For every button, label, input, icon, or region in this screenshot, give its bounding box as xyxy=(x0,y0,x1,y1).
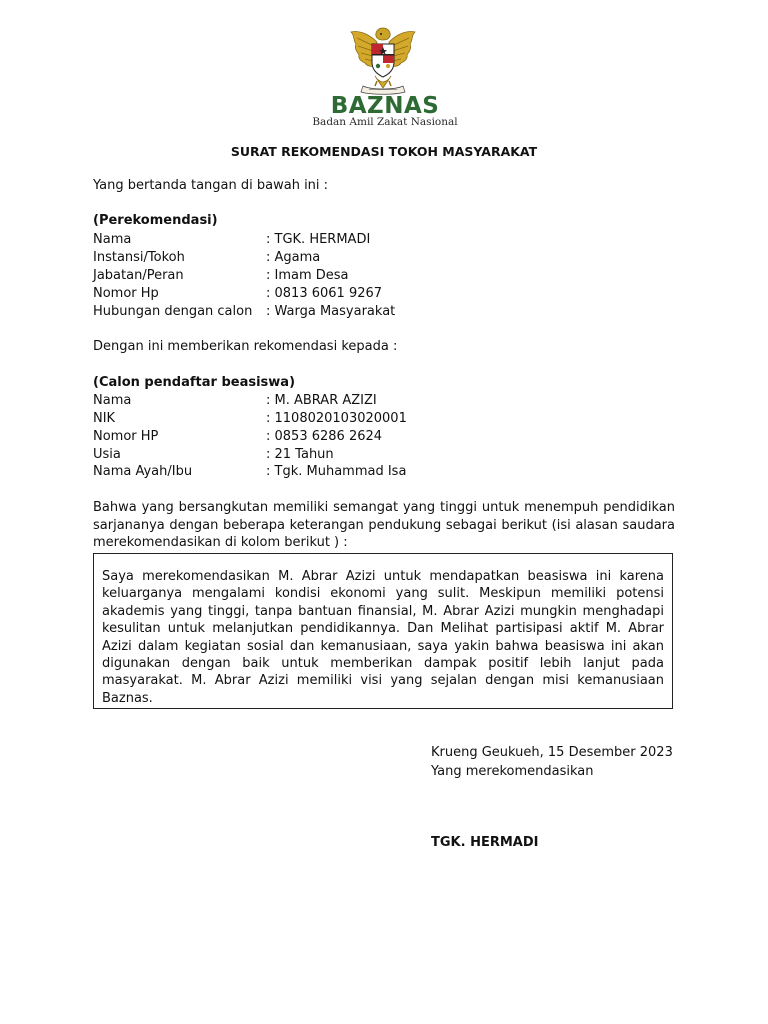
field-label: Hubungan dengan calon xyxy=(93,304,253,319)
signer-role: Yang merekomendasikan xyxy=(431,764,594,779)
reason-box xyxy=(93,553,673,709)
intro-text: Yang bertanda tangan di bawah ini : xyxy=(93,178,329,193)
field-label: Usia xyxy=(93,447,121,462)
field-value: : Tgk. Muhammad Isa xyxy=(266,464,407,479)
field-value: : 21 Tahun xyxy=(266,447,334,462)
org-subtitle: Badan Amil Zakat Nasional xyxy=(312,116,458,128)
letter-title: SURAT REKOMENDASI TOKOH MASYARAKAT xyxy=(230,144,538,159)
signer-name: TGK. HERMADI xyxy=(431,835,539,850)
reason-text: Saya merekomendasikan M. Abrar Azizi untuk mendapatkan beasiswa ini karena keluarganya mengalami kondisi ekonomi yang sulit. Meskipun memiliki potensi akademis yang tinggi, tanpa bantuan finansial, M. Abrar Azizi mungkin menghadapi kesulitan untuk melanjutkan pendidikannya. Dan Melihat partisipasi aktif M. Abrar Azizi dalam kegiatan sosial dan kemanusiaan, saya yakin bahwa beasiswa ini akan digunakan dengan baik untuk memberikan dampak positif lebih lanjut pada masyarakat. M. Abrar Azizi memiliki visi yang sejalan dengan misi kemanusiaan Baznas. xyxy=(102,569,664,706)
garuda-emblem-icon xyxy=(347,26,419,96)
field-label: Nomor HP xyxy=(93,429,159,444)
recommend-line: Dengan ini memberikan rekomendasi kepada : xyxy=(93,339,398,354)
field-label: Jabatan/Peran xyxy=(93,268,184,283)
field-label: NIK xyxy=(93,411,116,426)
field-value: : Warga Masyarakat xyxy=(266,304,396,319)
org-name-logo: BAZNAS xyxy=(330,93,440,119)
field-value: : Agama xyxy=(266,250,321,265)
field-label: Nama xyxy=(93,232,132,247)
statement-paragraph: Bahwa yang bersangkutan memiliki semangat yang tinggi untuk menempuh pendidikan sarjananya dengan beberapa keterangan pendukung sebagai berikut (isi alasan saudara merekomendasikan di kolom berikut ) : xyxy=(93,500,675,551)
field-label: Instansi/Tokoh xyxy=(93,250,185,265)
field-label: Nama Ayah/Ibu xyxy=(93,464,193,479)
field-value: : M. ABRAR AZIZI xyxy=(266,393,377,408)
field-value: : Imam Desa xyxy=(266,268,349,283)
candidate-heading: (Calon pendaftar beasiswa) xyxy=(93,375,296,390)
field-value: : 0813 6061 9267 xyxy=(266,286,383,301)
place-date: Krueng Geukueh, 15 Desember 2023 xyxy=(431,745,673,760)
recommender-heading: (Perekomendasi) xyxy=(93,213,218,228)
field-label: Nama xyxy=(93,393,132,408)
field-value: : 1108020103020001 xyxy=(266,411,407,426)
field-value: : TGK. HERMADI xyxy=(266,232,371,247)
field-value: : 0853 6286 2624 xyxy=(266,429,383,444)
field-label: Nomor Hp xyxy=(93,286,159,301)
